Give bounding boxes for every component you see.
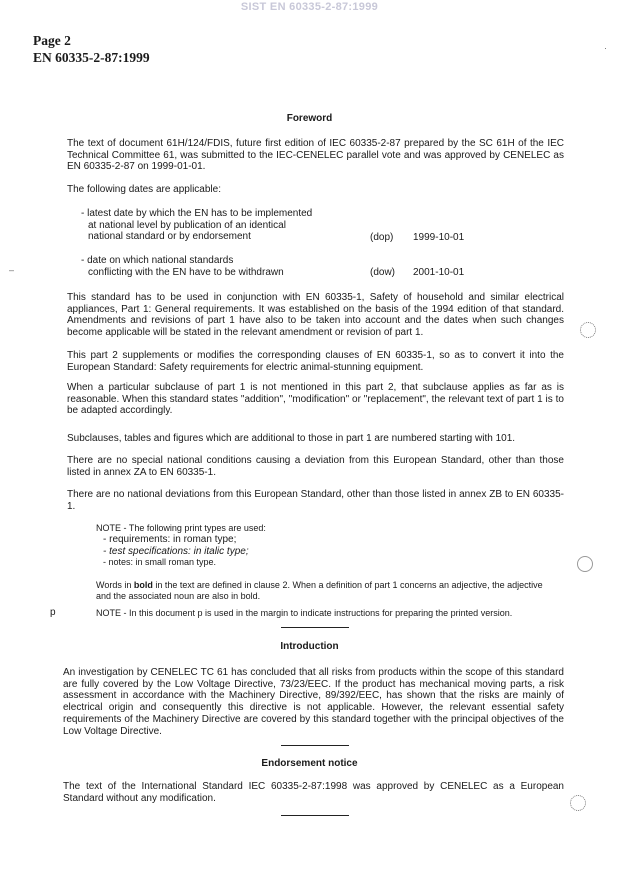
margin-p-mark: p [50, 607, 56, 618]
foreword-paragraph: There are no national deviations from this European Standard, other than those listed in annex ZB to EN 60335-1. [67, 489, 564, 512]
date-dow-value: 2001-10-01 [413, 267, 465, 278]
endorsement-paragraph: The text of the International Standard IEC 60335-2-87:1998 was approved by CENELEC as a European Standard without any modification. [63, 781, 564, 804]
foreword-paragraph: This part 2 supplements or modifies the corresponding clauses of EN 60335-1, so as to convert it into the European Standard: Safety requirements for electric animal-stunning equipment. [67, 350, 564, 373]
standard-number: EN 60335-2-87:1999 [33, 50, 150, 65]
print-types-note: NOTE - The following print types are used: - requirements: in roman type; - test specifications: in italic type; - notes: in small roman type. [96, 523, 556, 569]
section-divider [281, 745, 349, 746]
margin-dash: – [9, 265, 15, 275]
margin-circle-mark [570, 795, 586, 811]
foreword-paragraph: The following dates are applicable: [67, 184, 221, 195]
date-dop-text: - latest date by which the EN has to be implemented at national level by publication of an identical national standard or by endorsement [81, 208, 313, 243]
margin-circle-mark [577, 556, 593, 572]
page-number: Page 2 [33, 33, 71, 48]
section-divider [281, 815, 349, 816]
watermark: SIST EN 60335-2-87:1999 [240, 1, 379, 13]
note-list-item: - requirements: in roman type; [103, 534, 237, 545]
note-list-item: - notes: in small roman type. [103, 557, 217, 567]
foreword-title: Foreword [286, 113, 333, 124]
section-divider [281, 627, 349, 628]
foreword-paragraph: This standard has to be used in conjunction with EN 60335-1, Safety of household and similar electrical appliances, Part 1: General requirements. It was established on the basis of the 1994 edition of that standard. Amendments and revisions of part 1 have also to be taken into account and the dates when such changes become applicable will be stated in the relevant amendment or revision of part 1. [67, 292, 564, 339]
foreword-paragraph: When a particular subclause of part 1 is not mentioned in this part 2, that subclause applies as far as is reasonable. When this standard states "addition", "modification" or "replacement", the relevant text of part 1 is to be adapted accordingly. [67, 382, 564, 417]
date-dow-text: - date on which national standards conflicting with the EN have to be withdrawn [81, 255, 284, 278]
bold-words-note: Words in bold in the text are defined in clause 2. When a definition of part 1 concerns an adjective, the adjective and the associated noun are also in bold. [96, 580, 543, 601]
date-dow-code: (dow) [370, 267, 396, 278]
margin-circle-mark [580, 322, 596, 338]
date-dop-code: (dop) [370, 232, 394, 243]
foreword-paragraph: The text of document 61H/124/FDIS, future first edition of IEC 60335-2-87 prepared by the SC 61H of the IEC Technical Committee 61, was submitted to the IEC-CENELEC parallel vote and was approved by CENELEC as EN 60335-2-87 on 1999-01-01. [67, 138, 564, 173]
endorsement-title: Endorsement notice [261, 758, 358, 769]
margin-note: NOTE - In this document p is used in the margin to indicate instructions for preparing the printed version. [96, 608, 513, 618]
introduction-title: Introduction [280, 641, 339, 652]
margin-dot: · [604, 43, 607, 53]
foreword-paragraph: There are no special national conditions causing a deviation from this European Standard, other than those listed in annex ZA to EN 60335-1. [67, 455, 564, 478]
introduction-paragraph: An investigation by CENELEC TC 61 has concluded that all risks from products within the scope of this standard are fully covered by the Low Voltage Directive, 73/23/EEC. If the product has mechanical moving parts, a risk assessment in accordance with the Machinery Directive, 89/392/EEC, has shown that the risks are mainly of electrical origin and consequently this directive is not applicable. However, the relevant essential safety requirements of the Machinery Directive are covered by this standard together with the principal objectives of the Low Voltage Directive. [63, 667, 564, 737]
note-list-item: - test specifications: in italic type; [103, 545, 249, 557]
date-dop-value: 1999-10-01 [413, 232, 465, 243]
foreword-paragraph: Subclauses, tables and figures which are additional to those in part 1 are numbered starting with 101. [67, 433, 516, 444]
